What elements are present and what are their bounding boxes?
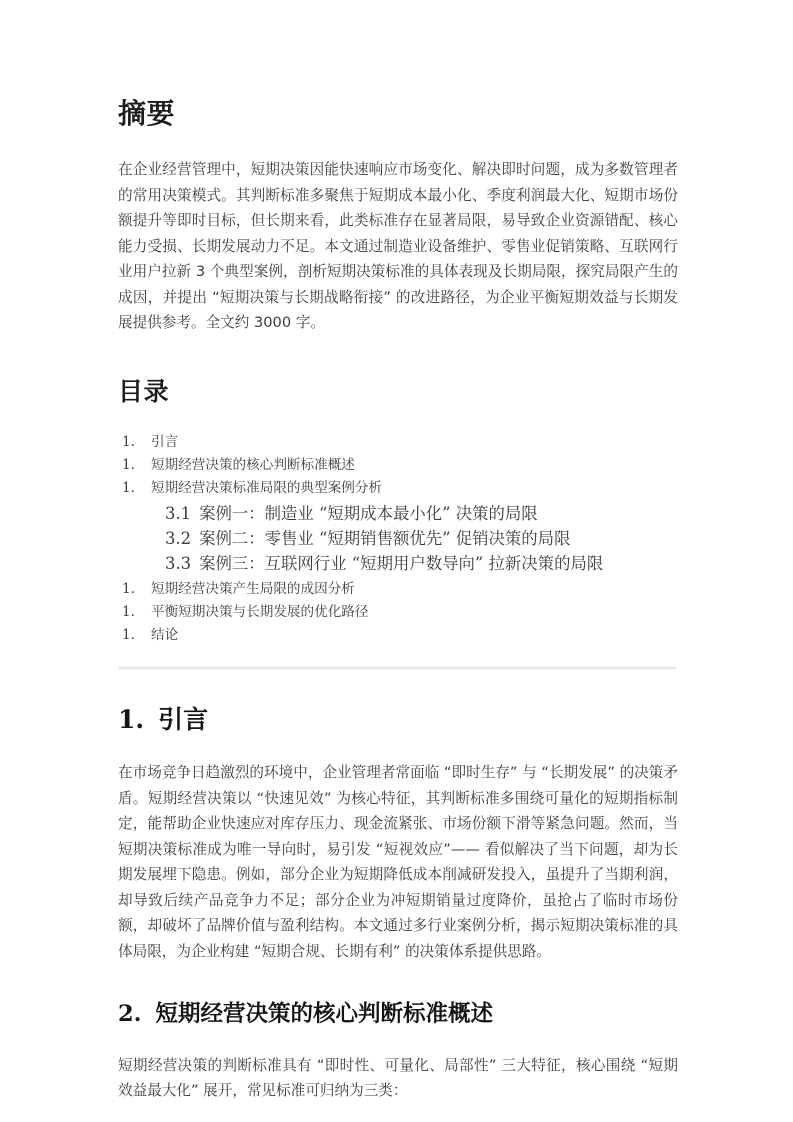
toc-item-3[interactable] bbox=[118, 477, 678, 576]
document-content-column bbox=[118, 96, 678, 1104]
toc-subitem-label: 案例三：互联网行业 “短期用户数导向” 拉新决策的局限 bbox=[199, 553, 604, 573]
abstract-heading: 摘要 bbox=[118, 97, 176, 130]
toc-list-marker: 1. bbox=[122, 456, 135, 473]
toc-item-label: 短期经营决策的核心判断标准概述 bbox=[151, 456, 355, 473]
section-2-number: 2. bbox=[118, 1001, 142, 1028]
section-1-paragraph-1: 在市场竞争日趋激烈的环境中，企业管理者常面临 “即时生存” 与 “长期发展” 的决策矛盾。短期经营决策以 “快速见效” 为核心特征，其判断标准多围绕可量化的短期指标制定，能帮助企业快速应对库存压力、现金流紧张、市场份额下滑等紧急问题。然而，当短期决策标准成为唯一导向时，易引发 “短视效应”—— 看似解决了当下问题，却为长期发展埋下隐患。例如，部分企业为短期降低成本削减研发投入，虽提升了当期利润，却导致后续产品竞争力不足；部分企业为冲短期销量过度降价，虽抢占了临时市场份额，却破坏了品牌价值与盈利结构。本文通过多行业案例分析，揭示短期决策标准的具体局限，为企业构建 “短期合规、长期有利” 的决策体系提供思路。 bbox=[118, 764, 678, 960]
toc-item-6[interactable] bbox=[118, 624, 678, 646]
table-of-contents bbox=[118, 431, 678, 646]
section-2-paragraph-1: 短期经营决策的判断标准具有 “即时性、可量化、局部性” 三大特征，核心围绕 “短期效益最大化” 展开，常见标准可归纳为三类： bbox=[118, 1056, 678, 1099]
section-2-heading bbox=[118, 1000, 678, 1029]
toc-list-marker: 1. bbox=[122, 603, 135, 620]
section-1-heading bbox=[118, 704, 678, 737]
toc-subitem-3-3[interactable] bbox=[151, 551, 678, 576]
toc-subitem-label: 案例二：零售业 “短期销售额优先” 促销决策的局限 bbox=[199, 528, 571, 548]
toc-list-marker: 1. bbox=[122, 479, 135, 496]
toc-item-label: 结论 bbox=[151, 626, 179, 643]
toc-subitem-number: 3.1 bbox=[165, 503, 192, 523]
toc-subitem-3-2[interactable] bbox=[151, 526, 678, 551]
toc-item-2[interactable] bbox=[118, 454, 678, 476]
section-1-number: 1. bbox=[118, 704, 145, 734]
abstract-paragraph: 在企业经营管理中，短期决策因能快速响应市场变化、解决即时问题，成为多数管理者的常用决策模式。其判断标准多聚焦于短期成本最小化、季度利润最大化、短期市场份额提升等即时目标，但长期来看，此类标准存在显著局限，易导致企业资源错配、核心能力受损、长期发展动力不足。本文通过制造业设备维护、零售业促销策略、互联网行业用户拉新 3 个典型案例，剖析短期决策标准的具体表现及长期局限，探究局限产生的成因，并提出 “短期决策与长期战略衔接” 的改进路径，为企业平衡短期效益与长期发展提供参考。全文约 3000 字。 bbox=[118, 161, 678, 331]
toc-item-label: 短期经营决策标准局限的典型案例分析 bbox=[151, 479, 383, 496]
toc-list-marker: 1. bbox=[122, 580, 135, 597]
toc-list-marker: 1. bbox=[122, 433, 135, 450]
toc-item-4[interactable] bbox=[118, 578, 678, 600]
toc-list-marker: 1. bbox=[122, 626, 135, 643]
toc-subitem-label: 案例一：制造业 “短期成本最小化” 决策的局限 bbox=[199, 503, 538, 523]
section-2-title: 短期经营决策的核心判断标准概述 bbox=[155, 1001, 494, 1028]
toc-item-5[interactable] bbox=[118, 601, 678, 623]
toc-item-label: 平衡短期决策与长期发展的优化路径 bbox=[151, 603, 369, 620]
toc-heading: 目录 bbox=[118, 376, 170, 406]
toc-subitem-number: 3.2 bbox=[165, 528, 192, 548]
toc-subitem-number: 3.3 bbox=[165, 553, 192, 573]
toc-item-label: 引言 bbox=[151, 433, 179, 450]
toc-sublist bbox=[151, 501, 678, 576]
toc-subitem-3-1[interactable] bbox=[151, 501, 678, 526]
toc-item-label: 短期经营决策产生局限的成因分析 bbox=[151, 580, 355, 597]
section-divider bbox=[118, 666, 676, 670]
toc-item-1[interactable] bbox=[118, 431, 678, 453]
section-1-title: 引言 bbox=[158, 704, 209, 734]
